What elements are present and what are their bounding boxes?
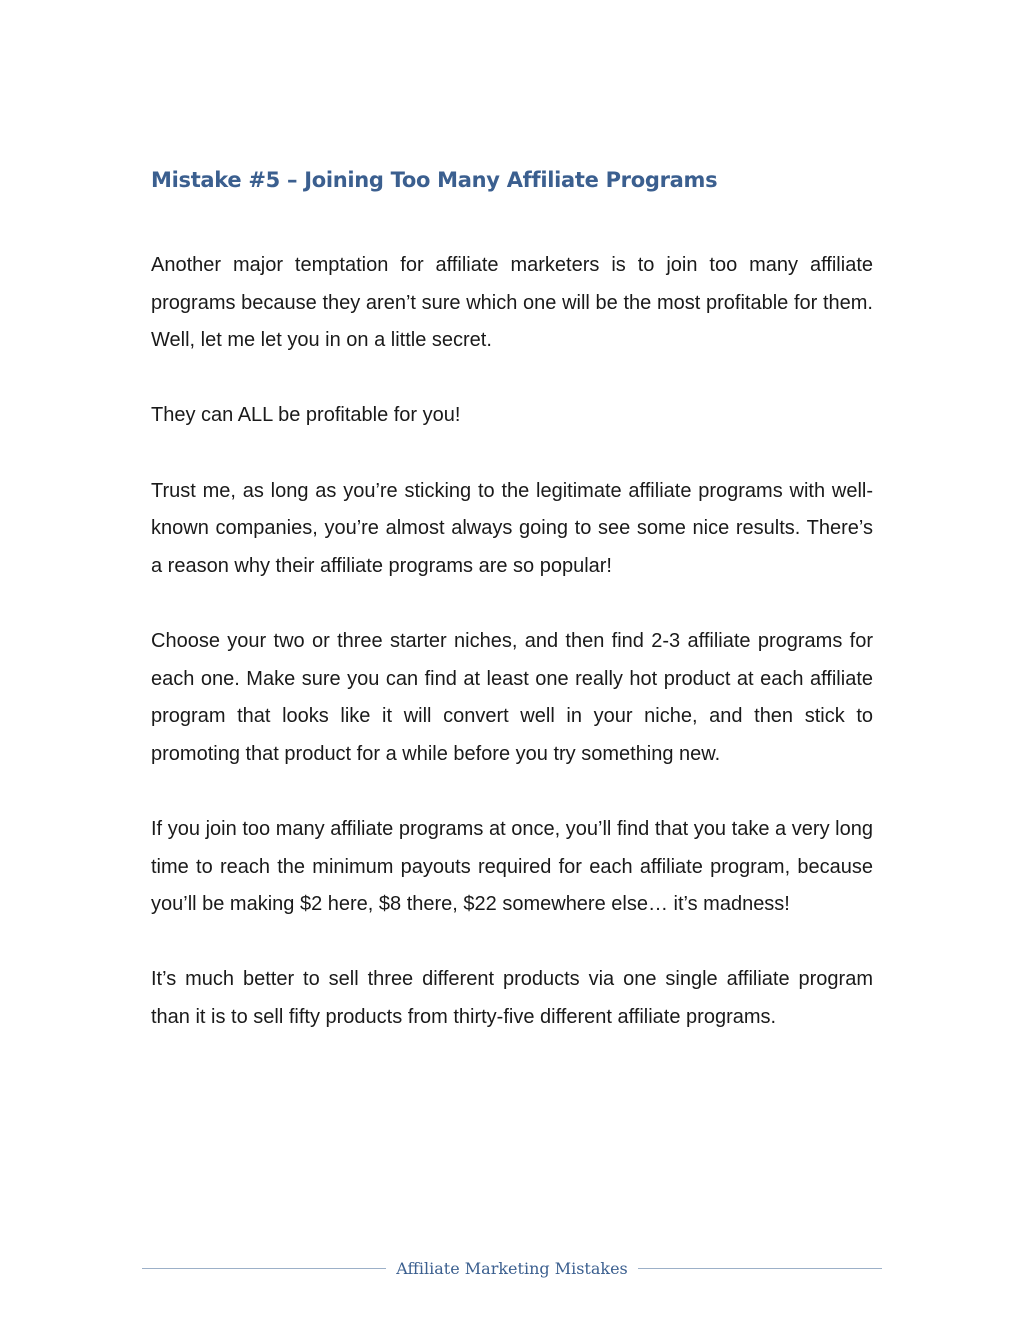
paragraph: It’s much better to sell three different products via one single affiliate program than it is to sell fifty products from thirty-five different affiliate programs. <box>151 968 873 1028</box>
paragraph: They can ALL be profitable for you! <box>151 404 461 427</box>
page-content <box>151 160 873 1074</box>
paragraph: Choose your two or three starter niches, and then find 2-3 affiliate programs for each one. Make sure you can find at least one really hot product at each affiliate program that looks like it will convert well in your niche, and then stick to promoting that product for a while before you try something new. <box>151 629 873 765</box>
paragraph: Trust me, as long as you’re sticking to the legitimate affiliate programs with well-known companies, you’re almost always going to see some nice results. There’s a reason why their affiliate programs are so popular! <box>151 479 873 577</box>
footer-title: Affiliate Marketing Mistakes <box>396 1258 628 1278</box>
footer-rule-left <box>142 1268 386 1269</box>
paragraph: If you join too many affiliate programs at once, you’ll find that you take a very long time to reach the minimum payouts required for each affiliate program, because you’ll be making $2 here, $8 there, $22 somewhere else… it’s madness! <box>151 817 873 916</box>
page-footer <box>142 1255 882 1281</box>
paragraph: Another major temptation for affiliate marketers is to join too many affiliate programs because they aren’t sure which one will be the most profitable for them. Well, let me let you in on a little secret. <box>151 254 873 352</box>
footer-rule-right <box>638 1268 882 1269</box>
section-heading: Mistake #5 – Joining Too Many Affiliate Programs <box>151 168 718 192</box>
